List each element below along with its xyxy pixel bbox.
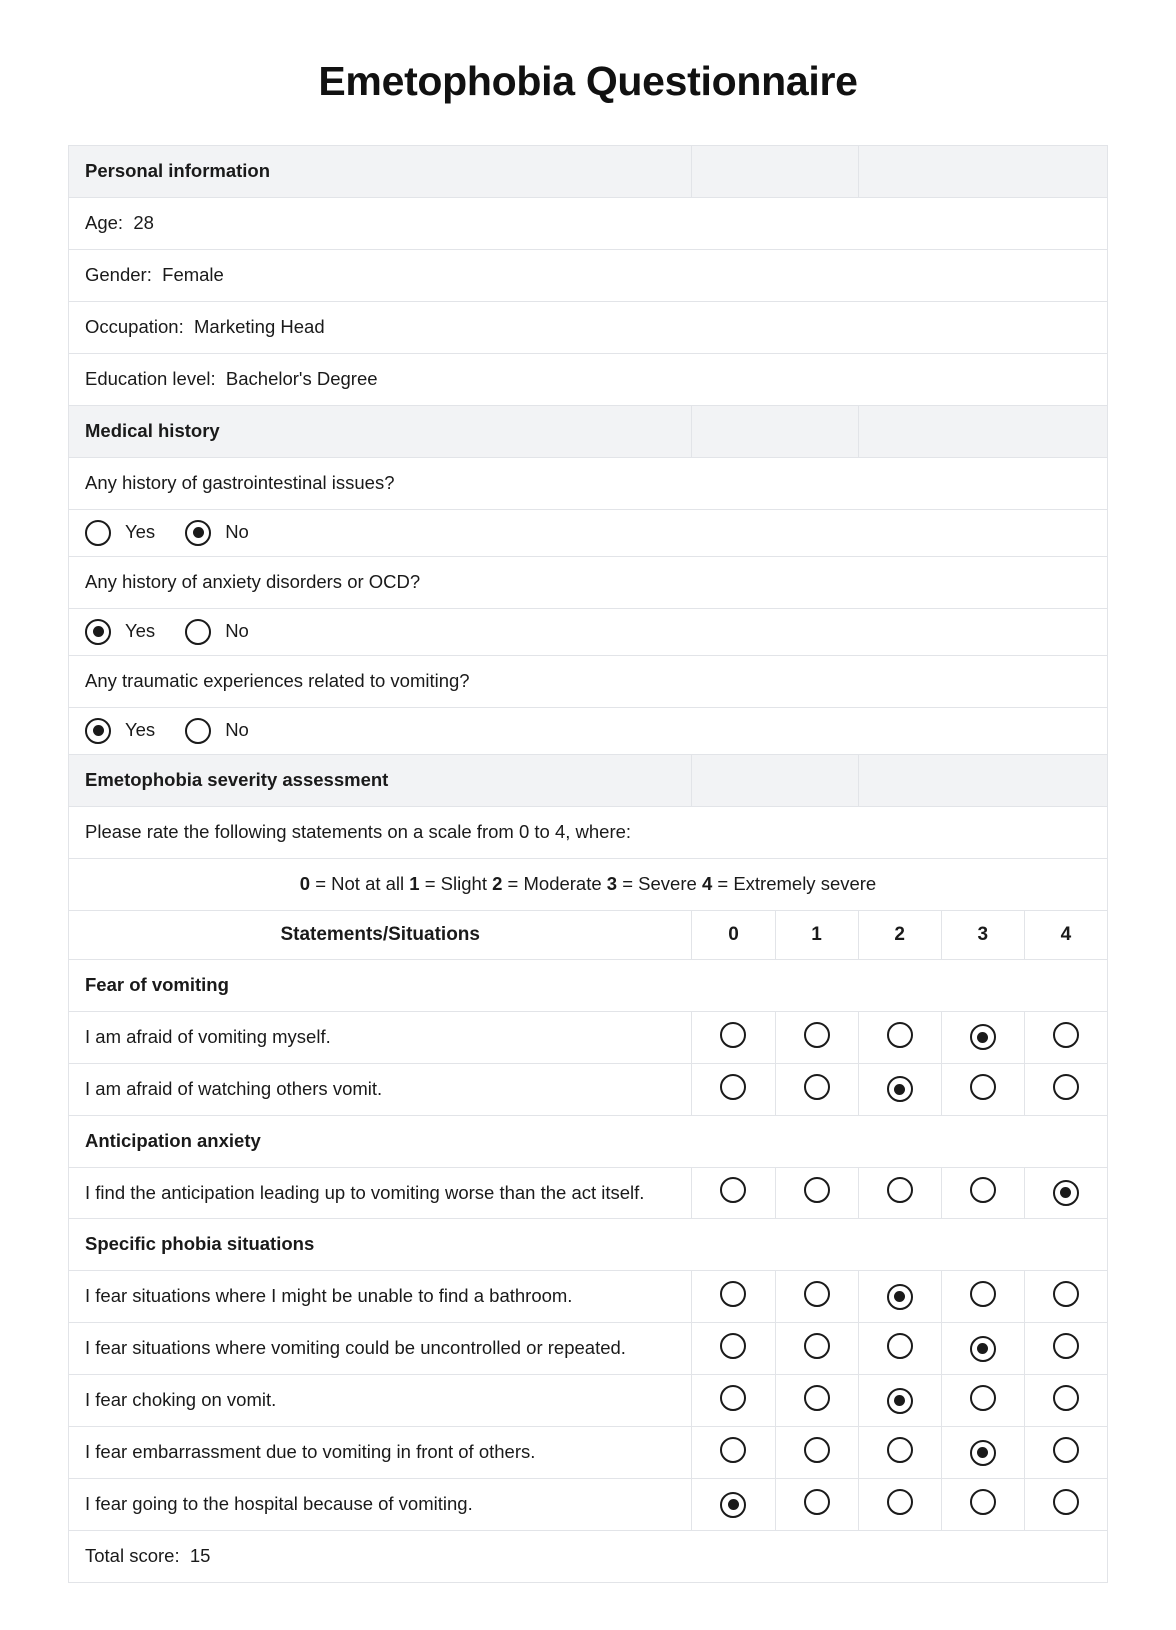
score-cell-3[interactable]: [941, 1479, 1024, 1531]
question-answer-row: [69, 608, 1108, 655]
group-heading-row: [69, 1115, 1108, 1167]
score-radio-4[interactable]: [1053, 1022, 1079, 1048]
score-radio-3[interactable]: [970, 1177, 996, 1203]
section-spacer-right: [858, 405, 1107, 457]
score-cell-4[interactable]: [1024, 1427, 1107, 1479]
field-label: Gender:: [85, 263, 152, 285]
radio-no-label: No: [225, 521, 249, 543]
instructions-text: Please rate the following statements on a scale from 0 to 4, where:: [85, 820, 632, 842]
score-cell-0[interactable]: [692, 1271, 775, 1323]
score-radio-0[interactable]: [720, 1074, 746, 1100]
score-cell-4[interactable]: [1024, 1375, 1107, 1427]
field-row: [69, 249, 1108, 301]
statement-row: [69, 1375, 1108, 1427]
score-cell-3[interactable]: [941, 1375, 1024, 1427]
score-radio-2[interactable]: [887, 1177, 913, 1203]
column-header-score-3: 3: [977, 923, 989, 945]
score-radio-4[interactable]: [1053, 1281, 1079, 1307]
score-cell-0[interactable]: [692, 1427, 775, 1479]
section-medical-history: [69, 405, 1108, 457]
section-spacer-right: [858, 146, 1107, 198]
statement-text: I fear situations where vomiting could be uncontrolled or repeated.: [85, 1337, 626, 1359]
field-value[interactable]: 28: [133, 211, 154, 233]
score-cell-1[interactable]: [775, 1427, 858, 1479]
radio-yes-label: Yes: [125, 719, 156, 741]
score-radio-4[interactable]: [1053, 1437, 1079, 1463]
group-heading: Anticipation anxiety: [85, 1129, 261, 1151]
score-cell-1[interactable]: [775, 1323, 858, 1375]
column-header-statements: Statements/Situations: [280, 923, 480, 945]
question-row: [69, 457, 1108, 509]
radio-yes-label: Yes: [125, 620, 156, 642]
score-radio-4[interactable]: [1053, 1385, 1079, 1411]
score-cell-0[interactable]: [692, 1063, 775, 1115]
score-radio-2[interactable]: [887, 1437, 913, 1463]
column-header-score-0: 0: [728, 923, 739, 945]
score-cell-0[interactable]: [692, 1479, 775, 1531]
score-radio-2[interactable]: [887, 1022, 913, 1048]
radio-no[interactable]: [185, 520, 211, 546]
statement-row: [69, 1063, 1108, 1115]
group-heading-row: [69, 959, 1108, 1011]
group-heading: Specific phobia situations: [85, 1233, 315, 1255]
score-radio-4[interactable]: [1053, 1333, 1079, 1359]
statement-text: I fear embarrassment due to vomiting in front of others.: [85, 1441, 536, 1463]
section-personal-information: [69, 146, 1108, 198]
radio-no-label: No: [225, 620, 249, 642]
field-row: [69, 197, 1108, 249]
total-score-row: [69, 1531, 1108, 1583]
score-radio-1[interactable]: [804, 1074, 830, 1100]
score-radio-0[interactable]: [720, 1385, 746, 1411]
question-row: [69, 655, 1108, 707]
questionnaire-table: [68, 145, 1108, 1583]
score-cell-2[interactable]: [858, 1427, 941, 1479]
score-cell-4[interactable]: [1024, 1063, 1107, 1115]
section-spacer-left: [692, 405, 858, 457]
score-cell-2[interactable]: [858, 1167, 941, 1219]
statement-text: I fear going to the hospital because of vomiting.: [85, 1493, 473, 1515]
score-radio-2[interactable]: [887, 1489, 913, 1515]
score-cell-3[interactable]: [941, 1323, 1024, 1375]
statement-row: [69, 1427, 1108, 1479]
statement-text: I fear choking on vomit.: [85, 1389, 277, 1411]
score-radio-1[interactable]: [804, 1177, 830, 1203]
statement-text: I find the anticipation leading up to vomiting worse than the act itself.: [85, 1181, 645, 1203]
section-spacer-right: [858, 754, 1107, 806]
score-radio-1[interactable]: [804, 1333, 830, 1359]
score-radio-0[interactable]: [720, 1492, 746, 1518]
score-radio-3[interactable]: [970, 1281, 996, 1307]
field-row: [69, 301, 1108, 353]
score-cell-3[interactable]: [941, 1063, 1024, 1115]
section-heading: Emetophobia severity assessment: [85, 768, 389, 790]
score-radio-0[interactable]: [720, 1177, 746, 1203]
score-cell-2[interactable]: [858, 1323, 941, 1375]
score-radio-1[interactable]: [804, 1437, 830, 1463]
question-answer-row: [69, 509, 1108, 556]
score-radio-3[interactable]: [970, 1024, 996, 1050]
question-text: Any traumatic experiences related to vomiting?: [85, 669, 470, 691]
statement-text: I am afraid of watching others vomit.: [85, 1077, 383, 1099]
score-radio-1[interactable]: [804, 1281, 830, 1307]
column-header-score-2: 2: [894, 923, 905, 945]
score-cell-3[interactable]: [941, 1427, 1024, 1479]
score-radio-4[interactable]: [1053, 1074, 1079, 1100]
column-header-score-1: 1: [811, 923, 822, 945]
score-cell-4[interactable]: [1024, 1323, 1107, 1375]
column-header-score-4: 4: [1060, 923, 1072, 945]
field-label: Age:: [85, 211, 124, 233]
radio-yes[interactable]: [85, 619, 111, 645]
score-radio-1[interactable]: [804, 1022, 830, 1048]
group-heading-row: [69, 1219, 1108, 1271]
question-text: Any history of anxiety disorders or OCD?: [85, 570, 421, 592]
statement-row: [69, 1011, 1108, 1063]
scale-key-row: [69, 858, 1108, 910]
score-cell-1[interactable]: [775, 1479, 858, 1531]
score-cell-2[interactable]: [858, 1271, 941, 1323]
section-spacer-left: [692, 754, 858, 806]
score-radio-0[interactable]: [720, 1022, 746, 1048]
score-radio-0[interactable]: [720, 1437, 746, 1463]
statement-row: [69, 1479, 1108, 1531]
total-score-label: Total score:: [85, 1545, 180, 1567]
field-row: [69, 353, 1108, 405]
score-radio-3[interactable]: [970, 1074, 996, 1100]
score-radio-4[interactable]: [1053, 1489, 1079, 1515]
score-radio-3[interactable]: [970, 1489, 996, 1515]
radio-no[interactable]: [185, 619, 211, 645]
section-severity-assessment: [69, 754, 1108, 806]
field-value[interactable]: Bachelor's Degree: [225, 367, 378, 389]
score-cell-2[interactable]: [858, 1375, 941, 1427]
instructions-row: [69, 806, 1108, 858]
radio-yes-label: Yes: [125, 521, 156, 543]
section-spacer-left: [692, 146, 858, 198]
score-cell-4[interactable]: [1024, 1271, 1107, 1323]
radio-no[interactable]: [185, 718, 211, 744]
radio-yes[interactable]: [85, 718, 111, 744]
section-heading: Personal information: [85, 160, 271, 181]
statement-text: I am afraid of vomiting myself.: [85, 1025, 331, 1047]
group-heading: Fear of vomiting: [85, 973, 229, 995]
score-radio-2[interactable]: [887, 1076, 913, 1102]
score-cell-0[interactable]: [692, 1011, 775, 1063]
field-label: Occupation:: [85, 315, 184, 337]
statement-row: [69, 1167, 1108, 1219]
score-cell-3[interactable]: [941, 1011, 1024, 1063]
score-radio-2[interactable]: [887, 1284, 913, 1310]
question-answer-row: [69, 707, 1108, 754]
score-cell-0[interactable]: [692, 1167, 775, 1219]
radio-yes[interactable]: [85, 520, 111, 546]
score-radio-1[interactable]: [804, 1385, 830, 1411]
score-radio-1[interactable]: [804, 1489, 830, 1515]
score-cell-4[interactable]: [1024, 1167, 1107, 1219]
score-cell-0[interactable]: [692, 1323, 775, 1375]
score-cell-2[interactable]: [858, 1011, 941, 1063]
field-value[interactable]: Female: [162, 263, 224, 285]
score-cell-1[interactable]: [775, 1011, 858, 1063]
score-radio-3[interactable]: [970, 1385, 996, 1411]
total-score-value[interactable]: 15: [189, 1545, 211, 1567]
score-cell-2[interactable]: [858, 1479, 941, 1531]
page-title: Emetophobia Questionnaire: [318, 58, 858, 104]
section-heading: Medical history: [85, 419, 220, 441]
statement-text: I fear situations where I might be unable to find a bathroom.: [85, 1285, 573, 1307]
question-text: Any history of gastrointestinal issues?: [85, 471, 395, 493]
score-cell-0[interactable]: [692, 1375, 775, 1427]
field-value[interactable]: Marketing Head: [194, 315, 325, 337]
field-label: Education level:: [85, 367, 216, 389]
score-cell-1[interactable]: [775, 1375, 858, 1427]
scale-key-text: 0 = Not at all 1 = Slight 2 = Moderate 3 = Severe 4 = Extremely severe: [299, 872, 877, 894]
score-cell-4[interactable]: [1024, 1479, 1107, 1531]
score-radio-3[interactable]: [970, 1440, 996, 1466]
score-cell-3[interactable]: [941, 1271, 1024, 1323]
score-cell-4[interactable]: [1024, 1011, 1107, 1063]
score-cell-1[interactable]: [775, 1063, 858, 1115]
score-radio-2[interactable]: [887, 1388, 913, 1414]
statement-row: [69, 1323, 1108, 1375]
score-radio-4[interactable]: [1053, 1180, 1079, 1206]
score-cell-2[interactable]: [858, 1063, 941, 1115]
statement-row: [69, 1271, 1108, 1323]
score-cell-1[interactable]: [775, 1167, 858, 1219]
score-radio-3[interactable]: [970, 1336, 996, 1362]
score-radio-0[interactable]: [720, 1281, 746, 1307]
score-cell-1[interactable]: [775, 1271, 858, 1323]
radio-no-label: No: [225, 719, 249, 741]
score-radio-2[interactable]: [887, 1333, 913, 1359]
score-radio-0[interactable]: [720, 1333, 746, 1359]
scale-header-row: [69, 910, 1108, 959]
score-cell-3[interactable]: [941, 1167, 1024, 1219]
question-row: [69, 556, 1108, 608]
